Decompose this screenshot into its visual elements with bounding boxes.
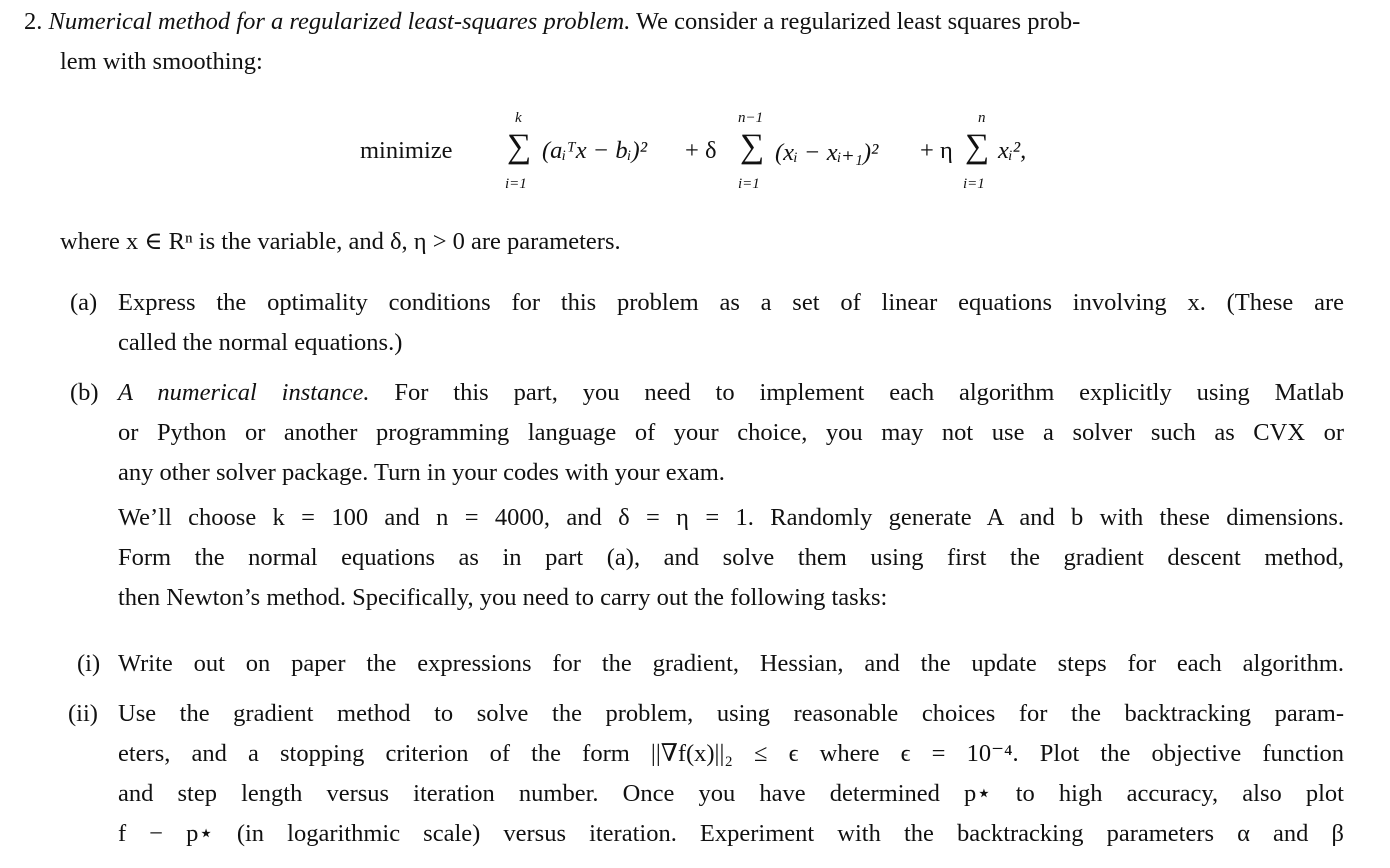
- task-ii-label: (ii): [68, 700, 98, 727]
- part-b-para2-line: We’ll choose k = 100 and n = 4000, and δ = η = 1. Randomly generate A and b with these dimensions.: [118, 504, 1344, 531]
- problem-intro: We consider a regularized least squares prob-: [630, 8, 1081, 35]
- problem-heading-line: [24, 7, 1344, 37]
- part-a-line: Express the optimality conditions for this problem as a set of linear equations involving x. (These are: [118, 289, 1344, 316]
- term2: (xᵢ − xᵢ₊₁)²: [775, 139, 879, 166]
- task-ii-line: and step length versus iteration number. Once you have determined p⋆ to high accuracy, also plot: [118, 780, 1344, 807]
- sum2-upper: n−1: [738, 110, 764, 126]
- task-ii-line: eters, and a stopping criterion of the form ||∇f(x)||₂ ≤ ϵ where ϵ = 10⁻⁴. Plot the objective function: [118, 740, 1344, 767]
- minimize-label: minimize: [360, 137, 453, 164]
- objective-equation: [360, 110, 1040, 200]
- delta-term: + δ: [685, 137, 717, 164]
- part-b-para2-line: Form the normal equations as in part (a), and solve them using first the gradient descent method,: [118, 544, 1344, 571]
- sum3-upper: n: [978, 110, 986, 126]
- part-b-label: (b): [70, 379, 99, 406]
- task-i-label: (i): [77, 650, 101, 677]
- task-ii-line: f − p⋆ (in logarithmic scale) versus iteration. Experiment with the backtracking parameters α and β: [118, 820, 1344, 847]
- where-line: where x ∈ Rⁿ is the variable, and δ, η > 0 are parameters.: [60, 228, 621, 255]
- part-b-line: or Python or another programming language of your choice, you may not use a solver such as CVX or: [118, 419, 1344, 446]
- part-b-line: any other solver package. Turn in your codes with your exam.: [118, 459, 725, 486]
- sum1-lower: i=1: [505, 176, 527, 192]
- problem-number: 2.: [24, 8, 43, 35]
- sum3-lower: i=1: [963, 176, 985, 192]
- part-b-text: For this part, you need to implement each algorithm explicitly using Matlab: [369, 379, 1344, 406]
- sum2-sigma: ∑: [740, 128, 765, 165]
- part-a-line: called the normal equations.): [118, 329, 403, 356]
- sum2-lower: i=1: [738, 176, 760, 192]
- task-ii-line: Use the gradient method to solve the problem, using reasonable choices for the backtracking param-: [118, 700, 1344, 727]
- problem-intro-line2: lem with smoothing:: [60, 48, 263, 75]
- sum3-sigma: ∑: [965, 128, 990, 165]
- problem-title: Numerical method for a regularized least-squares problem.: [48, 8, 631, 35]
- part-a-label: (a): [70, 289, 98, 316]
- part-b-title: A numerical instance.: [118, 379, 370, 406]
- term3: xᵢ²,: [998, 137, 1027, 164]
- task-i-line: Write out on paper the expressions for the gradient, Hessian, and the update steps for each algorithm.: [118, 650, 1344, 677]
- sum1-sigma: ∑: [507, 128, 532, 165]
- part-b-line: [118, 378, 1344, 408]
- eta-term: + η: [920, 137, 953, 164]
- sum1-upper: k: [515, 110, 522, 126]
- term1: (aᵢᵀx − bᵢ)²: [542, 137, 648, 164]
- part-b-para2-line: then Newton’s method. Specifically, you need to carry out the following tasks:: [118, 584, 888, 611]
